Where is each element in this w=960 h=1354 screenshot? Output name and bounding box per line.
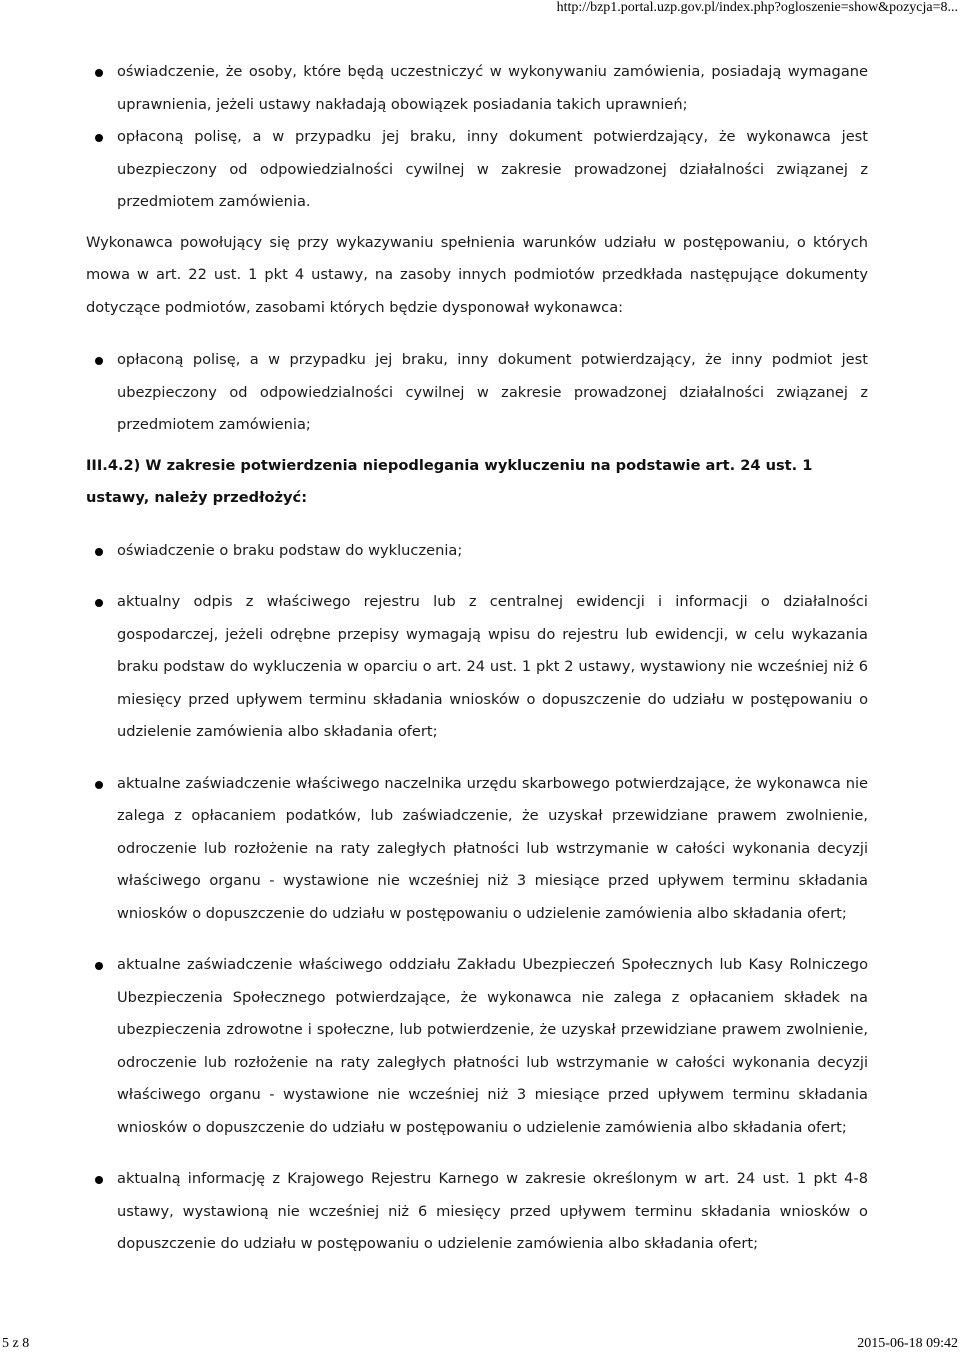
- list-item: aktualny odpis z właściwego rejestru lub z centralnej ewidencji i informacji o działalności gospodarczej, jeżeli odrębne przepisy wymagają wpisu do rejestru lub ewidencji, w celu wykazania braku podstaw do wykluczenia w oparciu o art. 24 ust. 1 pkt 2 ustawy, wystawiony nie wcześniej niż 6 miesięcy przed upływem terminu składania wniosków o dopuszczenie do udziału w postępowaniu o udzielenie zamówienia albo składania ofert;: [86, 586, 868, 749]
- resources-paragraph: Wykonawca powołujący się przy wykazywaniu spełnienia warunków udziału w postępowaniu, o których mowa w art. 22 ust. 1 pkt 4 ustawy, na zasoby innych podmiotów przedkłada następujące dokumenty dotyczące podmiotów, zasobami których będzie dysponował wykonawca:: [86, 233, 868, 316]
- section-heading: III.4.2) W zakresie potwierdzenia niepodlegania wykluczeniu na podstawie art. 24 ust. 1 ustawy, należy przedłożyć:: [86, 456, 813, 506]
- print-datetime: 2015-06-18 09:42: [857, 1336, 958, 1351]
- list-item: aktualną informację z Krajowego Rejestru Karnego w zakresie określonym w art. 24 ust. 1 pkt 4-8 ustawy, wystawioną nie wcześniej niż 6 miesięcy przed upływem terminu składania wniosków o dopuszczenie do udziału w postępowaniu o udzielenie zamówienia albo składania ofert;: [86, 1163, 868, 1261]
- page-url: http://bzp1.portal.uzp.gov.pl/index.php?ogloszenie=show&pozycja=8...: [556, 0, 958, 15]
- list-item: oświadczenie o braku podstaw do wykluczenia;: [86, 535, 868, 568]
- requirements-list: [86, 56, 868, 219]
- exclusion-documents-list: [86, 535, 868, 1261]
- resources-list: [86, 344, 868, 442]
- page-number: 5 z 8: [2, 1336, 30, 1351]
- list-item: oświadczenie, że osoby, które będą uczestniczyć w wykonywaniu zamówienia, posiadają wymagane uprawnienia, jeżeli ustawy nakładają obowiązek posiadania takich uprawnień;: [86, 56, 868, 121]
- list-item: opłaconą polisę, a w przypadku jej braku, inny dokument potwierdzający, że inny podmiot jest ubezpieczony od odpowiedzialności cywilnej w zakresie prowadzonej działalności związanej z przedmiotem zamówienia;: [86, 344, 868, 442]
- list-item: aktualne zaświadczenie właściwego oddziału Zakładu Ubezpieczeń Społecznych lub Kasy Rolniczego Ubezpieczenia Społecznego potwierdzające, że wykonawca nie zalega z opłacaniem składek na ubezpieczenia zdrowotne i społeczne, lub potwierdzenie, że uzyskał przewidziane prawem zwolnienie, odroczenie lub rozłożenie na raty zaległych płatności lub wstrzymanie w całości wykonania decyzji właściwego organu - wystawione nie wcześniej niż 3 miesiące przed upływem terminu składania wniosków o dopuszczenie do udziału w postępowaniu o udzielenie zamówienia albo składania ofert;: [86, 949, 868, 1144]
- list-item: aktualne zaświadczenie właściwego naczelnika urzędu skarbowego potwierdzające, że wykonawca nie zalega z opłacaniem podatków, lub zaświadczenie, że uzyskał przewidziane prawem zwolnienie, odroczenie lub rozłożenie na raty zaległych płatności lub wstrzymanie w całości wykonania decyzji właściwego organu - wystawione nie wcześniej niż 3 miesiące przed upływem terminu składania wniosków o dopuszczenie do udziału w postępowaniu o udzielenie zamówienia albo składania ofert;: [86, 768, 868, 931]
- list-item: opłaconą polisę, a w przypadku jej braku, inny dokument potwierdzający, że wykonawca jest ubezpieczony od odpowiedzialności cywilnej w zakresie prowadzonej działalności związanej z przedmiotem zamówienia.: [86, 121, 868, 219]
- document-body: [86, 56, 868, 1261]
